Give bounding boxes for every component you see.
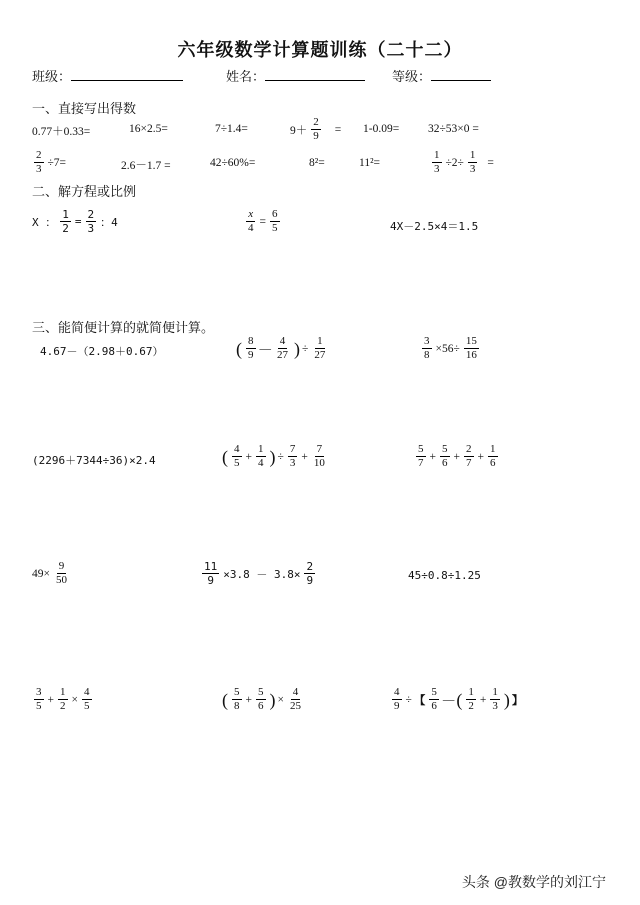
s3-r4-c-frac1: $\frac{4}{9}$ <box>394 686 400 712</box>
s3-r4-a-op1: + <box>47 693 54 706</box>
s3-r3-a-frac: $\frac{9}{50}$ <box>56 560 67 586</box>
s3-r2-c-op2: + <box>453 450 460 463</box>
s1-r1-c: 7÷1.4= <box>215 123 248 135</box>
s3-r3-b-frac2: $\frac{2}{9}$ <box>306 560 314 587</box>
section2-title: 二、解方程或比例 <box>32 184 137 199</box>
s3-r2-c-frac4: $\frac{1}{6}$ <box>490 443 496 469</box>
s3-r4-a-frac3: $\frac{4}{5}$ <box>84 686 90 712</box>
s3-r2-c-frac3: $\frac{2}{7}$ <box>466 443 472 469</box>
s3-r4-c-lbracket: 【 <box>413 694 426 707</box>
s3-r4-a-op2: × <box>71 693 78 706</box>
s3-r1-c-frac2: $\frac{15}{16}$ <box>465 335 477 361</box>
s1-r2-f-frac1: $\frac{1}{3}$ <box>434 149 440 175</box>
s2-eq2 <box>244 208 282 235</box>
s1-r2-d: 8²= <box>309 157 325 169</box>
s3-r3-b-frac1: $\frac{11}{9}$ <box>204 560 218 587</box>
s3-r4-c-rbracket: 】 <box>511 694 524 707</box>
s3-r2-b-lp: ( <box>222 446 228 467</box>
s3-r3-b-mid: ×3.8 － 3.8× <box>223 567 301 581</box>
s3-r1-b <box>236 335 329 362</box>
s3-r1-b-frac2: $\frac{4}{27}$ <box>277 335 288 361</box>
s1-r2-b: 2.6－1.7 = <box>121 160 171 172</box>
s3-r3-c: 45÷0.8÷1.25 <box>408 569 481 582</box>
s1-r1-d <box>290 116 341 143</box>
watermark: 头条 @教数学的刘江宁 <box>461 874 606 890</box>
s3-r2-b-div: ÷ <box>277 450 284 463</box>
s3-r2-b-frac1: $\frac{4}{5}$ <box>234 443 240 469</box>
s3-r2-a: (2296＋7344÷36)×2.4 <box>32 454 156 467</box>
s3-r1-b-frac1: $\frac{8}{9}$ <box>248 335 254 361</box>
s1-r1-f: 32÷53×0 = <box>428 123 479 135</box>
s2-eq2-eq: = <box>259 215 266 228</box>
s3-r3-b <box>200 560 317 587</box>
s3-r1-b-rp: ) <box>294 338 300 359</box>
s2-eq3: 4X－2.5×4＝1.5 <box>390 220 479 233</box>
s3-r3-a <box>32 560 71 587</box>
grade-label: 等级： <box>392 69 432 84</box>
s3-r4-a-frac2: $\frac{1}{2}$ <box>60 686 66 712</box>
s3-r1-c-mid: ×56÷ <box>435 342 460 355</box>
s2-eq1-pre: X ： <box>32 215 57 229</box>
s3-r2-b-frac4: $\frac{7}{10}$ <box>313 443 325 469</box>
name-blank <box>265 70 365 81</box>
s3-r4-c-frac2: $\frac{5}{6}$ <box>431 686 437 712</box>
s3-r4-c-rp: ) <box>503 689 510 710</box>
s3-r4-c-frac4: $\frac{1}{3}$ <box>492 686 498 712</box>
s3-r2-b-op2: + <box>301 450 308 463</box>
s1-r2-c: 42÷60%= <box>210 157 256 169</box>
s2-eq1-frac1: $\frac{1}{2}$ <box>62 208 69 235</box>
s3-r4-b-frac3: $\frac{4}{25}$ <box>290 686 301 712</box>
s1-r2-a-post: ÷7= <box>47 156 67 169</box>
s1-r1-d-pre: 9＋ <box>290 124 308 137</box>
s3-r2-b-rp: ) <box>269 446 276 467</box>
s3-r2-b <box>222 443 329 470</box>
s3-r4-b-rp: ) <box>269 689 276 710</box>
s1-r1-a: 0.77＋0.33= <box>32 126 91 138</box>
s3-r4-b-op: + <box>245 693 252 706</box>
s2-eq1-post: ：4 <box>100 215 118 229</box>
s1-r2-f-post: = <box>487 156 494 169</box>
s3-r2-b-op1: + <box>245 450 252 463</box>
class-field <box>32 66 183 85</box>
s3-r1-b-frac3: $\frac{1}{27}$ <box>314 335 326 361</box>
s2-eq1 <box>32 208 118 235</box>
s3-r2-c-frac1: $\frac{5}{7}$ <box>418 443 424 469</box>
s1-r2-f-frac2: $\frac{1}{3}$ <box>469 149 476 175</box>
s3-r2-b-frac2: $\frac{1}{4}$ <box>258 443 264 469</box>
s3-r3-a-pre: 49× <box>32 567 50 580</box>
s2-eq1-eq: = <box>74 215 82 228</box>
s1-r1-d-post: = <box>334 123 342 136</box>
s3-r4-c-plus: + <box>479 693 487 706</box>
s3-r1-a: 4.67－（2.98＋0.67） <box>40 345 164 358</box>
section1-title: 一、直接写出得数 <box>32 101 137 116</box>
s1-r1-e: 1-0.09= <box>363 123 400 135</box>
s3-r4-c-div: ÷ <box>405 693 412 706</box>
s2-eq2-frac2: $\frac{6}{5}$ <box>272 208 278 234</box>
s3-r4-a-frac1: $\frac{3}{5}$ <box>36 686 42 712</box>
s1-r1-b: 16×2.5= <box>129 123 168 135</box>
s2-eq2-frac1: $\frac{x}{4}$ <box>248 208 254 234</box>
s1-r2-a-frac: $\frac{2}{3}$ <box>36 149 42 175</box>
section3-title: 三、能简便计算的就简便计算。 <box>32 320 215 335</box>
s3-r2-c-op1: + <box>429 450 436 463</box>
s2-eq1-frac2: $\frac{2}{3}$ <box>87 208 95 235</box>
s3-r1-b-op: — <box>259 342 271 355</box>
s3-r4-b-mul: × <box>277 693 284 706</box>
s1-r2-a <box>32 149 66 176</box>
s3-r4-b-frac1: $\frac{5}{8}$ <box>234 686 240 712</box>
s3-r4-c <box>390 686 523 713</box>
s3-r4-a <box>32 686 94 713</box>
s1-r2-f-mid: ÷2÷ <box>445 156 464 169</box>
class-label: 班级： <box>32 69 72 84</box>
name-field <box>226 66 365 85</box>
s1-r2-f <box>430 149 494 176</box>
name-label: 姓名： <box>226 69 266 84</box>
s3-r1-c <box>420 335 481 362</box>
s1-r2-e: 11²= <box>359 157 381 169</box>
s3-r4-c-lp: ( <box>456 689 463 710</box>
s3-r4-b-frac2: $\frac{5}{6}$ <box>258 686 264 712</box>
grade-blank <box>431 70 491 81</box>
s3-r2-c-frac2: $\frac{5}{6}$ <box>442 443 448 469</box>
page-title: 六年级数学计算题训练（二十二） <box>177 40 463 60</box>
s3-r1-c-frac1: $\frac{3}{8}$ <box>424 335 430 361</box>
class-blank <box>71 70 183 81</box>
s3-r1-b-lp: ( <box>236 338 242 359</box>
s3-r4-c-minus: — <box>442 693 455 706</box>
s3-r1-b-div: ÷ <box>302 342 309 355</box>
s3-r4-b <box>222 686 305 713</box>
s3-r2-c <box>414 443 500 470</box>
s3-r2-c-op3: + <box>477 450 484 463</box>
s3-r4-c-frac3: $\frac{1}{2}$ <box>468 686 474 712</box>
s1-r1-d-frac: $\frac{2}{9}$ <box>313 116 319 142</box>
grade-field <box>392 66 491 85</box>
s3-r4-b-lp: ( <box>222 689 228 710</box>
s3-r2-b-frac3: $\frac{7}{3}$ <box>289 443 296 469</box>
